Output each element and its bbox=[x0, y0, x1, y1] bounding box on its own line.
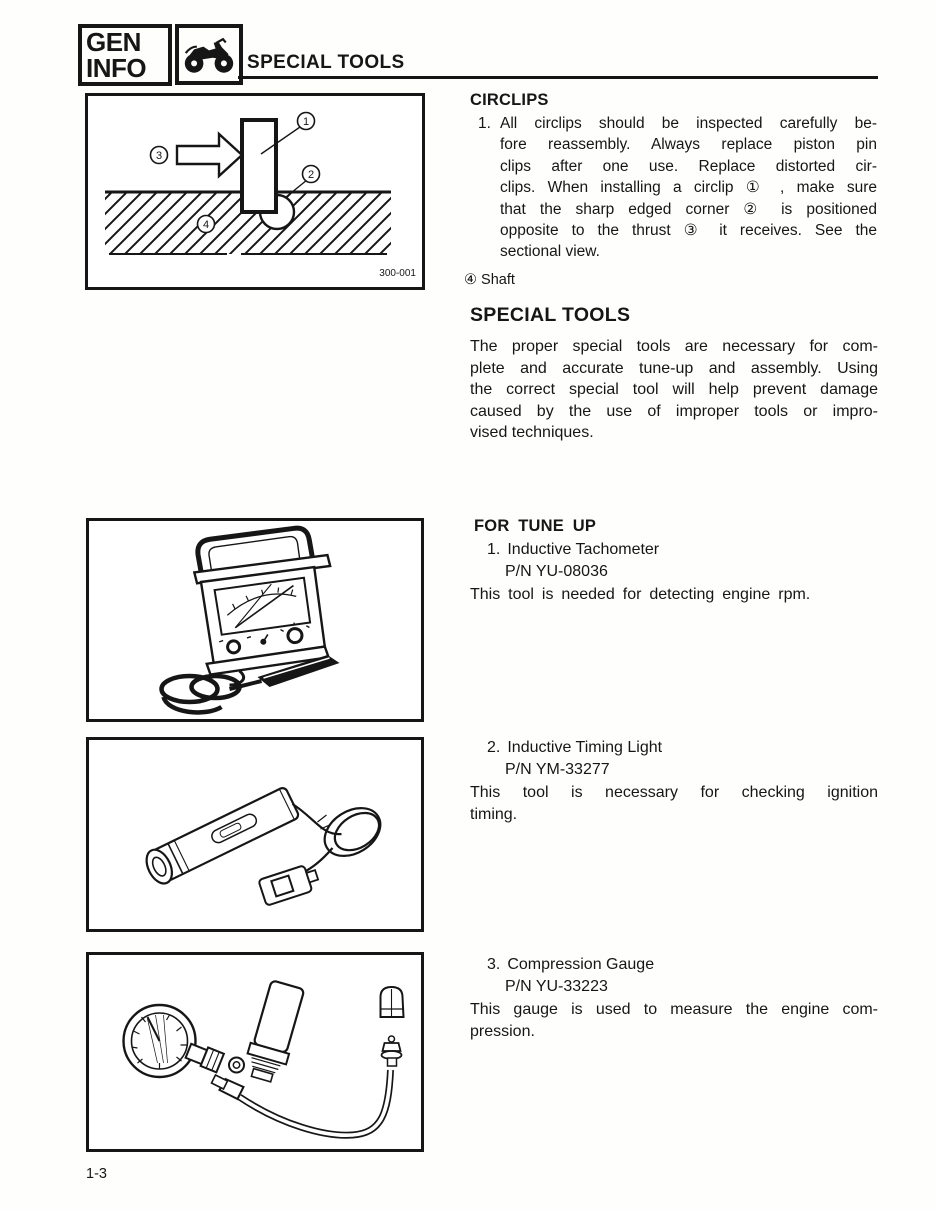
page-number: 1-3 bbox=[86, 1166, 107, 1182]
shaft-note: ④ Shaft bbox=[464, 272, 515, 288]
tool-1-part-number: P/N YU-08036 bbox=[505, 563, 608, 580]
timing-light-figure bbox=[86, 737, 424, 932]
text-line: fore reassembly. Always replace piston pin bbox=[500, 136, 877, 154]
special-tools-paragraph bbox=[470, 336, 878, 444]
badge-line-1: GEN bbox=[86, 27, 141, 57]
tachometer-illustration bbox=[89, 521, 421, 719]
callout-2 bbox=[303, 166, 320, 183]
text-line: clips after one use. Replace distorted cir- bbox=[500, 157, 877, 175]
text-line: This tool is needed for detecting engine rpm. bbox=[470, 586, 811, 603]
gauge-cap bbox=[380, 987, 404, 1017]
tool-number: 1. bbox=[487, 541, 501, 558]
tool-3-part-number: P/N YU-33223 bbox=[505, 978, 608, 995]
tool-label: Compression Gauge bbox=[507, 956, 655, 973]
text-line: The proper special tools are necessary for com- bbox=[470, 338, 878, 355]
tool-2-part-number: P/N YM-33277 bbox=[505, 761, 610, 778]
callout-1 bbox=[298, 113, 315, 130]
text-line: that the sharp edged corner ② is positioned bbox=[500, 200, 877, 218]
figure-code: 300-001 bbox=[379, 268, 416, 279]
tool-3-description bbox=[470, 999, 878, 1042]
page-title: SPECIAL TOOLS bbox=[247, 52, 405, 73]
tool-3-name bbox=[487, 956, 654, 974]
svg-text:1: 1 bbox=[302, 116, 310, 128]
callout-3 bbox=[151, 147, 168, 164]
badge-line-2: INFO bbox=[86, 53, 147, 83]
tachometer-figure bbox=[86, 518, 424, 722]
tool-1-description bbox=[470, 584, 878, 606]
tool-number: 3. bbox=[487, 956, 501, 973]
text-line: vised techniques. bbox=[470, 424, 594, 441]
pickup-clamp bbox=[258, 862, 321, 905]
compression-gauge-illustration bbox=[89, 955, 421, 1149]
timing-light-illustration bbox=[89, 740, 421, 929]
gen-info-label bbox=[78, 24, 172, 86]
callout-4 bbox=[198, 216, 215, 233]
circlip-diagram bbox=[88, 96, 422, 287]
text-line: timing. bbox=[470, 805, 518, 823]
compression-gauge-figure bbox=[86, 952, 424, 1152]
circlip-figure bbox=[85, 93, 425, 290]
text-line: plete and accurate tune-up and assembly. Using bbox=[470, 359, 878, 377]
thrust-arrow bbox=[177, 134, 242, 176]
special-tools-heading: SPECIAL TOOLS bbox=[470, 304, 631, 326]
svg-text:4: 4 bbox=[202, 219, 210, 231]
text-line: clips. When installing a circlip ① , make sure bbox=[500, 179, 877, 197]
tool-1-name bbox=[487, 541, 659, 559]
circlips-heading: CIRCLIPS bbox=[470, 91, 549, 109]
svg-text:3: 3 bbox=[155, 150, 163, 162]
tool-number: 2. bbox=[487, 739, 501, 756]
for-tune-up-heading: FOR TUNE UP bbox=[474, 517, 597, 535]
text-line: opposite to the thrust ③ it receives. See the bbox=[500, 222, 877, 240]
text-line: This tool is necessary for checking ignition bbox=[470, 784, 878, 801]
text-line: sectional view. bbox=[500, 243, 600, 261]
tool-2-description bbox=[470, 782, 878, 825]
circlips-item-number: 1. bbox=[478, 115, 491, 132]
header-rule bbox=[238, 76, 878, 79]
tool-label: Inductive Tachometer bbox=[507, 541, 660, 558]
text-line: the correct special tool will help prevent damage bbox=[470, 381, 878, 398]
section-badge bbox=[78, 24, 243, 86]
svg-text:2: 2 bbox=[307, 169, 315, 181]
text-line: pression. bbox=[470, 1022, 535, 1040]
circlip-section bbox=[242, 120, 276, 212]
tool-2-name bbox=[487, 739, 662, 757]
text-line: All circlips should be inspected carefully be- bbox=[500, 115, 877, 132]
circlips-item-text bbox=[500, 113, 877, 263]
text-line: caused by the use of improper tools or impro- bbox=[470, 402, 878, 420]
text-line: This gauge is used to measure the engine com- bbox=[470, 1001, 878, 1018]
motorcycle-icon bbox=[175, 24, 243, 85]
tool-label: Inductive Timing Light bbox=[507, 739, 663, 756]
